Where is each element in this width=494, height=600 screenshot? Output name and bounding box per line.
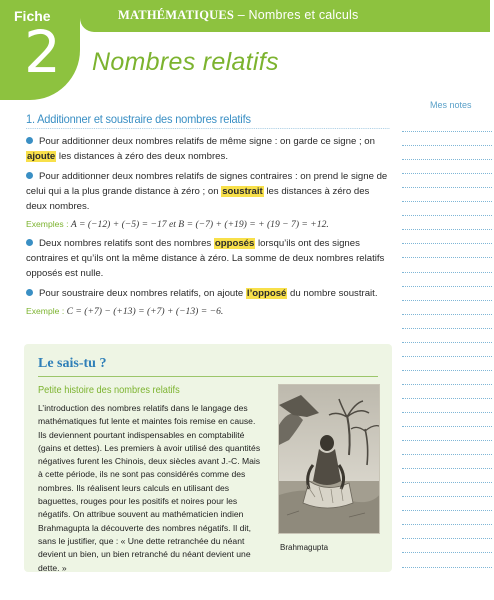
subject-subtitle: – Nombres et calculs [234, 8, 359, 22]
fiche-label: Fiche [14, 8, 51, 24]
main-content [26, 112, 392, 318]
note-line [402, 385, 492, 399]
note-line [402, 230, 492, 244]
notes-area[interactable] [402, 118, 492, 568]
note-line [402, 399, 492, 413]
note-line [402, 216, 492, 230]
example-math: A = (−12) + (−5) = −17 et B = (−7) + (+19) = + (19 − 7) = +12. [70, 219, 329, 230]
example-line: Exemple : C = (+7) − (+13) = (+7) + (−13) = −6. [26, 306, 224, 317]
note-line [402, 553, 492, 567]
fiche-tab [0, 0, 80, 100]
note-line [402, 483, 492, 497]
note-line [402, 315, 492, 329]
keyword-highlight: soustrait [222, 186, 263, 197]
bullet-icon [26, 172, 33, 179]
paragraph-opposites: Deux nombres relatifs sont des nombres opposés lorsqu’ils ont des signes contraires et qu’ils ont la même distance à zéro. La somme de deux nombres relatifs opposés est nulle. [26, 238, 385, 279]
section-title: 1. Additionner et soustraire des nombres relatifs [26, 112, 390, 129]
note-line [402, 132, 492, 146]
note-line [402, 244, 492, 258]
keyword-highlight: ajoute [27, 151, 56, 162]
note-line [402, 188, 492, 202]
note-line [402, 413, 492, 427]
note-line [402, 258, 492, 272]
brahmagupta-image [278, 384, 380, 534]
note-line [402, 525, 492, 539]
page-title: Nombres relatifs [92, 48, 279, 76]
did-you-know-box [24, 344, 392, 572]
fiche-number: 2 [24, 18, 61, 86]
note-line [402, 202, 492, 216]
note-line [402, 329, 492, 343]
note-line [402, 427, 492, 441]
bullet-icon [26, 137, 33, 144]
note-line [402, 497, 492, 511]
note-line [402, 357, 492, 371]
divider [38, 376, 378, 377]
note-line [402, 118, 492, 132]
bullet-icon [26, 239, 33, 246]
header-band [80, 0, 490, 32]
box-body-text: L’introduction des nombres relatifs dans le langage des mathématiques fut lente et maintes fois remise en cause. Ils deviennent pourtant indispensables en comptabilité (gains et dettes). Les premiers à avoir utilisé des quantités négatives furent les Chinois, deux siècles avant J.-C. Mais à cette période, ils ne sont pas considérés comme des nombres. Ils réalisent leurs calculs en utilisant des baguettes, rouges pour les positifs et noires pour les négatifs. On attribue souvent au mathématicien indien Brahmagupta la découverte des nombres négatifs. Il dit, sans le justifier, que : « Une dette retranchée du néant devient un bien, un bien retranché du néant devient une dette. » [38, 403, 261, 573]
note-line [402, 174, 492, 188]
paragraph-opposite-sign: Pour additionner deux nombres relatifs de signes contraires : on prend le signe de celui qui a la plus grande distance à zéro ; on soustrait les distances à zéro des deux nombres. [26, 171, 388, 212]
note-line [402, 371, 492, 385]
note-line [402, 287, 492, 301]
note-line [402, 469, 492, 483]
box-title: Le sais-tu ? [38, 356, 107, 371]
subject-title: MATHÉMATIQUES – Nombres et calculs [118, 8, 359, 22]
note-line [402, 273, 492, 287]
paragraph-subtract: Pour soustraire deux nombres relatifs, on ajoute l’opposé du nombre soustrait. [26, 286, 392, 301]
box-subtitle: Petite histoire des nombres relatifs [38, 384, 180, 396]
note-line [402, 301, 492, 315]
keyword-highlight: opposés [214, 238, 255, 249]
note-line [402, 511, 492, 525]
note-line [402, 539, 492, 553]
example-line: Exemples : A = (−12) + (−5) = −17 et B = (−7) + (+19) = + (19 − 7) = +12. [26, 219, 329, 230]
note-line [402, 160, 492, 174]
image-caption: Brahmagupta [280, 543, 329, 552]
example-math: C = (+7) − (+13) = (+7) + (−13) = −6. [66, 306, 224, 317]
keyword-highlight: l’opposé [246, 288, 287, 299]
engraving-illustration [279, 385, 380, 534]
paragraph-same-sign: Pour additionner deux nombres relatifs de même signe : on garde ce signe ; on ajoute les distances à zéro des deux nombres. [27, 136, 375, 162]
bullet-icon [26, 289, 33, 296]
note-line [402, 441, 492, 455]
note-line [402, 146, 492, 160]
notes-label: Mes notes [430, 100, 472, 110]
note-line [402, 343, 492, 357]
note-line [402, 455, 492, 469]
